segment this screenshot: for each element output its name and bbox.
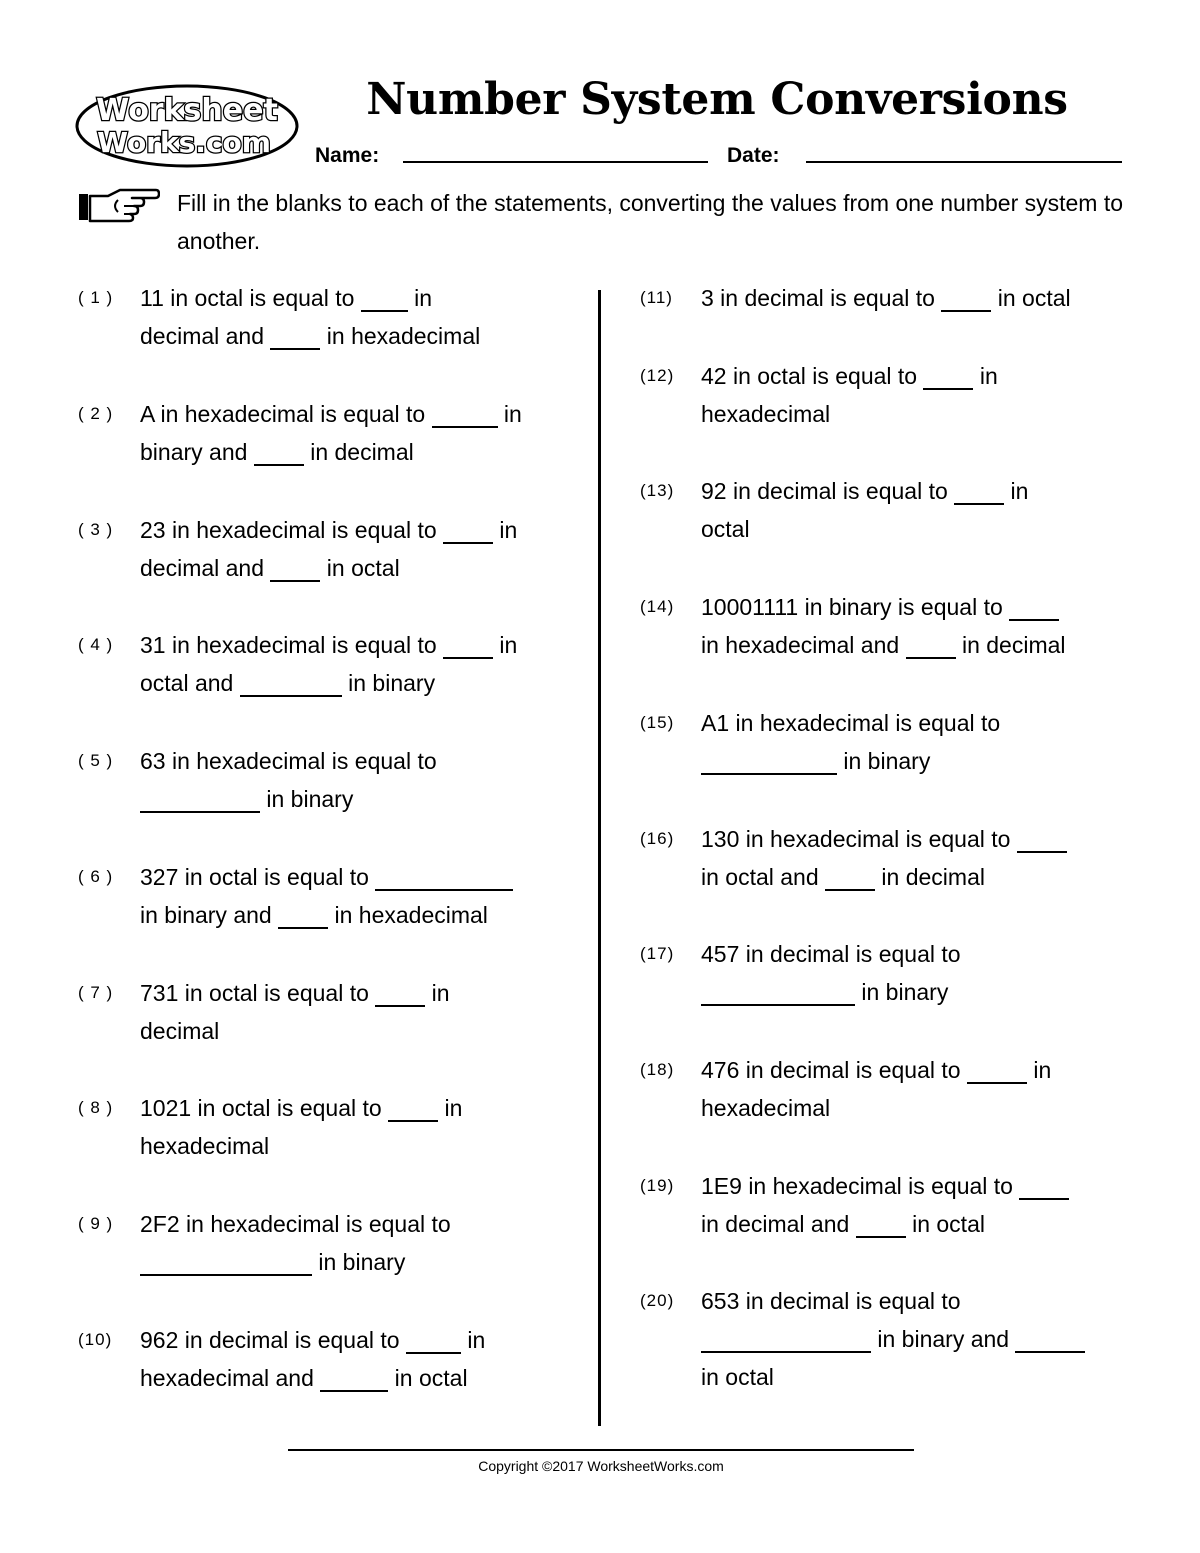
- question-number: ( 6 ): [78, 867, 114, 886]
- answer-blank[interactable]: [954, 477, 1004, 505]
- answer-blank[interactable]: [701, 978, 855, 1006]
- question-text: 457 in decimal is equal to: [701, 941, 961, 967]
- answer-blank[interactable]: [443, 516, 493, 544]
- question-text: in: [460, 1327, 486, 1353]
- question-text: in decimal: [955, 632, 1066, 658]
- question-text: in binary and: [871, 1326, 1016, 1352]
- question-text: in octal and: [701, 864, 826, 890]
- answer-blank[interactable]: [1019, 1172, 1069, 1200]
- question-text: 476 in decimal is equal to: [701, 1057, 967, 1083]
- question-number: ( 4 ): [78, 635, 114, 654]
- question-text: in decimal: [875, 864, 985, 890]
- question-text: in octal: [388, 1365, 468, 1391]
- answer-blank[interactable]: [1017, 825, 1067, 853]
- question-number: ( 8 ): [78, 1098, 114, 1117]
- answer-blank[interactable]: [140, 1248, 312, 1276]
- question-text: in decimal: [303, 439, 414, 465]
- question-text: 31 in hexadecimal is equal to: [140, 632, 444, 658]
- question-text: octal: [701, 516, 750, 542]
- answer-blank[interactable]: [967, 1056, 1027, 1084]
- question-text: in: [1004, 478, 1029, 504]
- question-number: (16): [640, 829, 675, 848]
- question-number: ( 9 ): [78, 1214, 114, 1233]
- question-number: (15): [640, 713, 675, 732]
- answer-blank[interactable]: [254, 438, 304, 466]
- answer-blank[interactable]: [825, 863, 875, 891]
- question-text: 962 in decimal is equal to: [140, 1327, 406, 1353]
- worksheetworks-logo: [74, 82, 300, 170]
- copyright-text: Copyright ©2017 WorksheetWorks.com: [478, 1458, 724, 1474]
- question-text: 1021 in octal is equal to: [140, 1095, 389, 1121]
- question-number: ( 5 ): [78, 751, 114, 770]
- answer-blank[interactable]: [278, 901, 328, 929]
- question-text: A1 in hexadecimal is equal to: [701, 710, 1001, 736]
- date-field[interactable]: [806, 161, 1122, 163]
- answer-blank[interactable]: [941, 284, 991, 312]
- question-number: (20): [640, 1291, 675, 1310]
- answer-blank[interactable]: [432, 400, 498, 428]
- question-text: 1E9 in hexadecimal is equal to: [701, 1173, 1020, 1199]
- question-number: (13): [640, 481, 675, 500]
- logo-line1: Worksheet: [96, 93, 278, 128]
- logo-graphic: [74, 82, 300, 170]
- column-divider: [598, 290, 601, 1426]
- question-text: A in hexadecimal is equal to: [140, 401, 432, 427]
- question-text: decimal and: [140, 555, 271, 581]
- answer-blank[interactable]: [320, 1364, 388, 1392]
- instructions: Fill in the blanks to each of the statements, converting the values from one number system to another.: [177, 190, 1124, 254]
- question-number: ( 3 ): [78, 520, 114, 539]
- question-text: 653 in decimal is equal to: [701, 1288, 961, 1314]
- question-text: 42 in octal is equal to: [701, 363, 924, 389]
- question-text: 10001111 in binary is equal to: [701, 594, 1010, 620]
- question-text: in: [493, 632, 518, 658]
- question-text: in binary: [312, 1249, 406, 1275]
- question-text: in binary: [260, 786, 354, 812]
- name-label: Name:: [315, 144, 380, 167]
- question-text: in: [497, 401, 522, 427]
- question-text: 11 in octal is equal to: [140, 285, 361, 311]
- footer-rule: [288, 1449, 914, 1451]
- question-text: 63 in hexadecimal is equal to: [140, 748, 437, 774]
- question-number: ( 2 ): [78, 404, 114, 423]
- logo-line2: Works.com: [97, 126, 271, 159]
- question-number: ( 1 ): [78, 288, 114, 307]
- answer-blank[interactable]: [140, 785, 260, 813]
- question-text: in hexadecimal: [328, 902, 488, 928]
- question-number: (17): [640, 944, 675, 963]
- answer-blank[interactable]: [361, 284, 408, 312]
- question-text: in binary: [837, 748, 931, 774]
- answer-blank[interactable]: [1015, 1325, 1085, 1353]
- answer-blank[interactable]: [701, 747, 837, 775]
- answer-blank[interactable]: [270, 554, 320, 582]
- answer-blank[interactable]: [856, 1210, 906, 1238]
- question-text: octal and: [140, 670, 240, 696]
- question-text: in decimal and: [701, 1211, 856, 1237]
- question-text: binary and: [140, 439, 254, 465]
- question-text: in octal: [991, 285, 1071, 311]
- pointing-hand-icon: [78, 186, 160, 226]
- answer-blank[interactable]: [270, 322, 320, 350]
- question-text: in: [973, 363, 998, 389]
- answer-blank[interactable]: [406, 1326, 461, 1354]
- date-label: Date:: [727, 144, 780, 167]
- answer-blank[interactable]: [443, 631, 493, 659]
- question-text: hexadecimal: [701, 401, 831, 427]
- answer-blank[interactable]: [388, 1094, 438, 1122]
- question-text: 2F2 in hexadecimal is equal to: [140, 1211, 451, 1237]
- answer-blank[interactable]: [906, 631, 956, 659]
- question-text: in: [1026, 1057, 1052, 1083]
- question-text: in hexadecimal and: [701, 632, 906, 658]
- answer-blank[interactable]: [240, 669, 342, 697]
- question-number: (11): [640, 288, 673, 307]
- question-text: hexadecimal and: [140, 1365, 321, 1391]
- question-text: hexadecimal: [140, 1133, 270, 1159]
- question-text: in: [425, 980, 450, 1006]
- question-text: in: [493, 517, 518, 543]
- name-field[interactable]: [403, 161, 708, 163]
- question-number: (14): [640, 597, 675, 616]
- question-number: (10): [78, 1330, 113, 1349]
- question-text: in octal: [701, 1364, 774, 1390]
- question-number: (19): [640, 1176, 675, 1195]
- question-text: 23 in hexadecimal is equal to: [140, 517, 444, 543]
- question-text: in binary: [855, 979, 949, 1005]
- question-number: ( 7 ): [78, 983, 114, 1002]
- question-text: 3 in decimal is equal to: [701, 285, 942, 311]
- answer-blank[interactable]: [923, 362, 973, 390]
- question-number: (18): [640, 1060, 675, 1079]
- question-text: in: [438, 1095, 463, 1121]
- question-text: in: [407, 285, 433, 311]
- answer-blank[interactable]: [375, 979, 425, 1007]
- question-text: in binary and: [140, 902, 279, 928]
- answer-blank[interactable]: [701, 1325, 871, 1353]
- question-text: decimal: [140, 1018, 220, 1044]
- question-number: (12): [640, 366, 675, 385]
- question-text: in octal: [320, 555, 400, 581]
- answer-blank[interactable]: [375, 863, 513, 891]
- answer-blank[interactable]: [1009, 593, 1059, 621]
- question-text: 327 in octal is equal to: [140, 864, 376, 890]
- question-text: decimal and: [140, 323, 271, 349]
- question-text: 731 in octal is equal to: [140, 980, 376, 1006]
- question-text: 92 in decimal is equal to: [701, 478, 955, 504]
- question-text: hexadecimal: [701, 1095, 831, 1121]
- page-title: Number System Conversions: [366, 74, 1068, 125]
- question-text: in hexadecimal: [320, 323, 481, 349]
- question-text: in binary: [341, 670, 436, 696]
- question-text: in octal: [905, 1211, 985, 1237]
- question-text: 130 in hexadecimal is equal to: [701, 826, 1017, 852]
